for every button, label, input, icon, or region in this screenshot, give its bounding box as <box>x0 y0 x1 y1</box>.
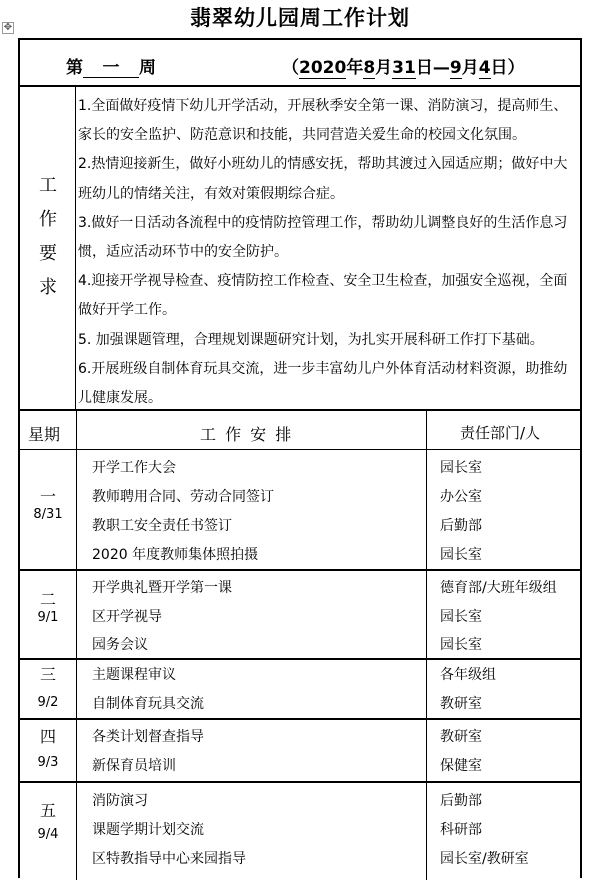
plan-table <box>18 38 582 878</box>
requirement-item: 2.热情迎接新生，做好小班幼儿的情感安抚，帮助其渡过入园适应期；做好中大班幼儿的情绪关注，有效对策假期综合症。 <box>78 156 568 202</box>
requirements-label-char: 求 <box>39 277 57 298</box>
task-cell: 教师聘用合同、劳动合同签订 <box>92 489 274 505</box>
task-cell: 区特教指导中心来园指导 <box>92 851 246 867</box>
table-move-handle-icon[interactable]: ✥ <box>3 22 13 33</box>
requirement-item: 5. 加强课题管理，合理规划课题研究计划，为扎实开展科研工作打下基础。 <box>78 331 544 348</box>
row-divider <box>20 569 580 571</box>
week-number: 第 一 周 <box>66 58 156 78</box>
dept-cell: 后勤部 <box>440 793 482 809</box>
requirements-label-char: 要 <box>39 243 57 264</box>
column-divider <box>426 409 427 880</box>
requirements-list <box>78 92 578 413</box>
row-divider <box>20 658 580 660</box>
dept-cell: 办公室 <box>440 489 482 505</box>
requirements-label-char: 作 <box>39 209 57 230</box>
requirement-item: 3.做好一日活动各流程中的疫情防控管理工作，帮助幼儿调整良好的生活作息习惯，适应活动环节中的安全防护。 <box>78 214 568 261</box>
task-cell: 区开学视导 <box>92 609 162 625</box>
dept-cell: 园长室 <box>440 547 482 563</box>
row-divider <box>20 781 580 783</box>
dept-cell: 教研室 <box>440 729 482 745</box>
task-cell: 新保育员培训 <box>92 758 176 774</box>
task-cell: 开学典礼暨开学第一课 <box>92 580 232 596</box>
dept-cell: 园长室/教研室 <box>440 851 529 867</box>
column-divider <box>76 409 77 880</box>
dept-cell: 保健室 <box>440 758 482 774</box>
requirements-label-char: 工 <box>39 175 57 196</box>
dept-cell: 园长室 <box>440 460 482 476</box>
task-cell: 各类计划督查指导 <box>92 729 204 745</box>
section-divider <box>20 409 580 411</box>
row-divider <box>20 449 580 450</box>
task-cell: 自制体育玩具交流 <box>92 696 204 712</box>
dept-cell: 教研室 <box>440 696 482 712</box>
task-cell: 消防演习 <box>92 793 148 809</box>
task-cell: 主题课程审议 <box>92 667 176 683</box>
day-monday: 一 8/31 <box>33 487 63 522</box>
day-thursday: 四 9/3 <box>37 727 59 770</box>
day-tuesday: 二 9/1 <box>37 590 59 625</box>
dept-cell: 德育部/大班年级组 <box>440 580 557 596</box>
requirement-item: 4.迎接开学视导检查、疫情防控工作检查、安全卫生检查，加强安全巡视，全面做好开学工作。 <box>78 273 568 319</box>
task-cell: 园务会议 <box>92 637 148 653</box>
dept-cell: 科研部 <box>440 822 482 838</box>
task-cell: 2020 年度教师集体照拍摄 <box>92 547 259 563</box>
day-wednesday: 三 9/2 <box>37 665 59 710</box>
dept-cell: 园长室 <box>440 609 482 625</box>
dept-cell: 各年级组 <box>440 667 496 683</box>
task-cell: 课题学期计划交流 <box>92 822 204 838</box>
task-cell: 开学工作大会 <box>92 460 176 476</box>
requirement-item: 1.全面做好疫情下幼儿开学活动，开展秋季安全第一课、消防演习，提高师生、家长的安全监护、防范意识和技能，共同营造关爱生命的校园文化氛围。 <box>78 98 568 144</box>
header-day: 星期 <box>28 425 61 444</box>
week-date-range: （2020年8月31日—9月4日） <box>282 58 525 78</box>
dept-cell: 园长室 <box>440 637 482 653</box>
header-dept: 责任部门/人 <box>460 424 541 442</box>
task-cell: 教职工安全责任书签订 <box>92 518 232 534</box>
requirements-label <box>20 87 76 410</box>
header-task: 工 作 安 排 <box>200 425 294 444</box>
row-divider <box>20 718 580 720</box>
week-header <box>20 40 580 87</box>
page-title: 翡翠幼儿园周工作计划 <box>190 6 410 30</box>
dept-cell: 后勤部 <box>440 518 482 534</box>
day-friday: 五 9/4 <box>37 801 59 842</box>
requirement-item: 6.开展班级自制体育玩具交流，进一步丰富幼儿户外体育活动材料资源，助推幼儿健康发展。 <box>78 360 568 407</box>
